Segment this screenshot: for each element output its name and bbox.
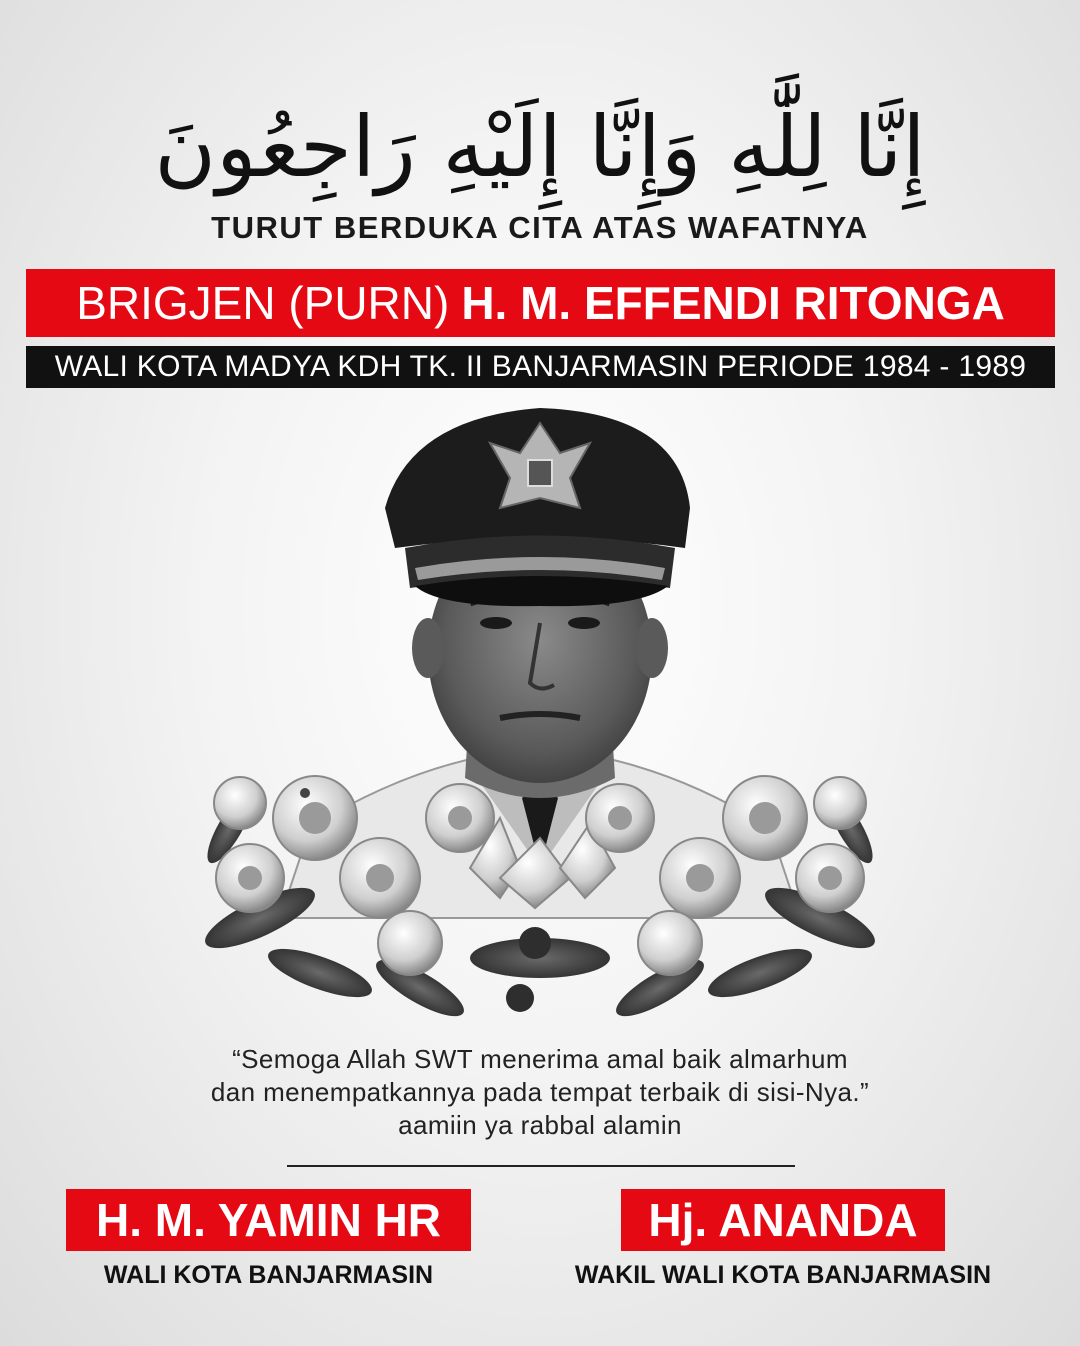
signatory-2-name: Hj. ANANDA <box>621 1189 945 1251</box>
deceased-position-banner: WALI KOTA MADYA KDH TK. II BANJARMASIN PERIODE 1984 - 1989 <box>26 346 1055 388</box>
signatory-2-title: WAKIL WALI KOTA BANJARMASIN <box>574 1261 992 1289</box>
quote-line-2: dan menempatkannya pada tempat terbaik di sisi-Nya.” <box>210 1077 870 1107</box>
prayer-quote <box>0 1043 1080 1142</box>
signatory-1-name: H. M. YAMIN HR <box>66 1189 471 1251</box>
condolence-subtitle: TURUT BERDUKA CITA ATAS WAFATNYA <box>211 210 869 245</box>
quote-line-1: “Semoga Allah SWT menerima amal baik almarhum <box>232 1044 848 1074</box>
divider-line <box>287 1165 795 1167</box>
deceased-rank: BRIGJEN (PURN) <box>76 277 450 329</box>
deceased-name-banner <box>26 269 1055 337</box>
portrait-with-flowers <box>170 398 910 1038</box>
arabic-calligraphy: إِنَّا لِلَّٰهِ وَإِنَّا إِلَيْهِ رَاجِعُونَ <box>154 98 926 196</box>
quote-line-3: aamiin ya rabbal alamin <box>398 1110 682 1140</box>
deceased-name: H. M. EFFENDI RITONGA <box>461 277 1005 329</box>
signatory-1-title: WALI KOTA BANJARMASIN <box>103 1261 434 1289</box>
